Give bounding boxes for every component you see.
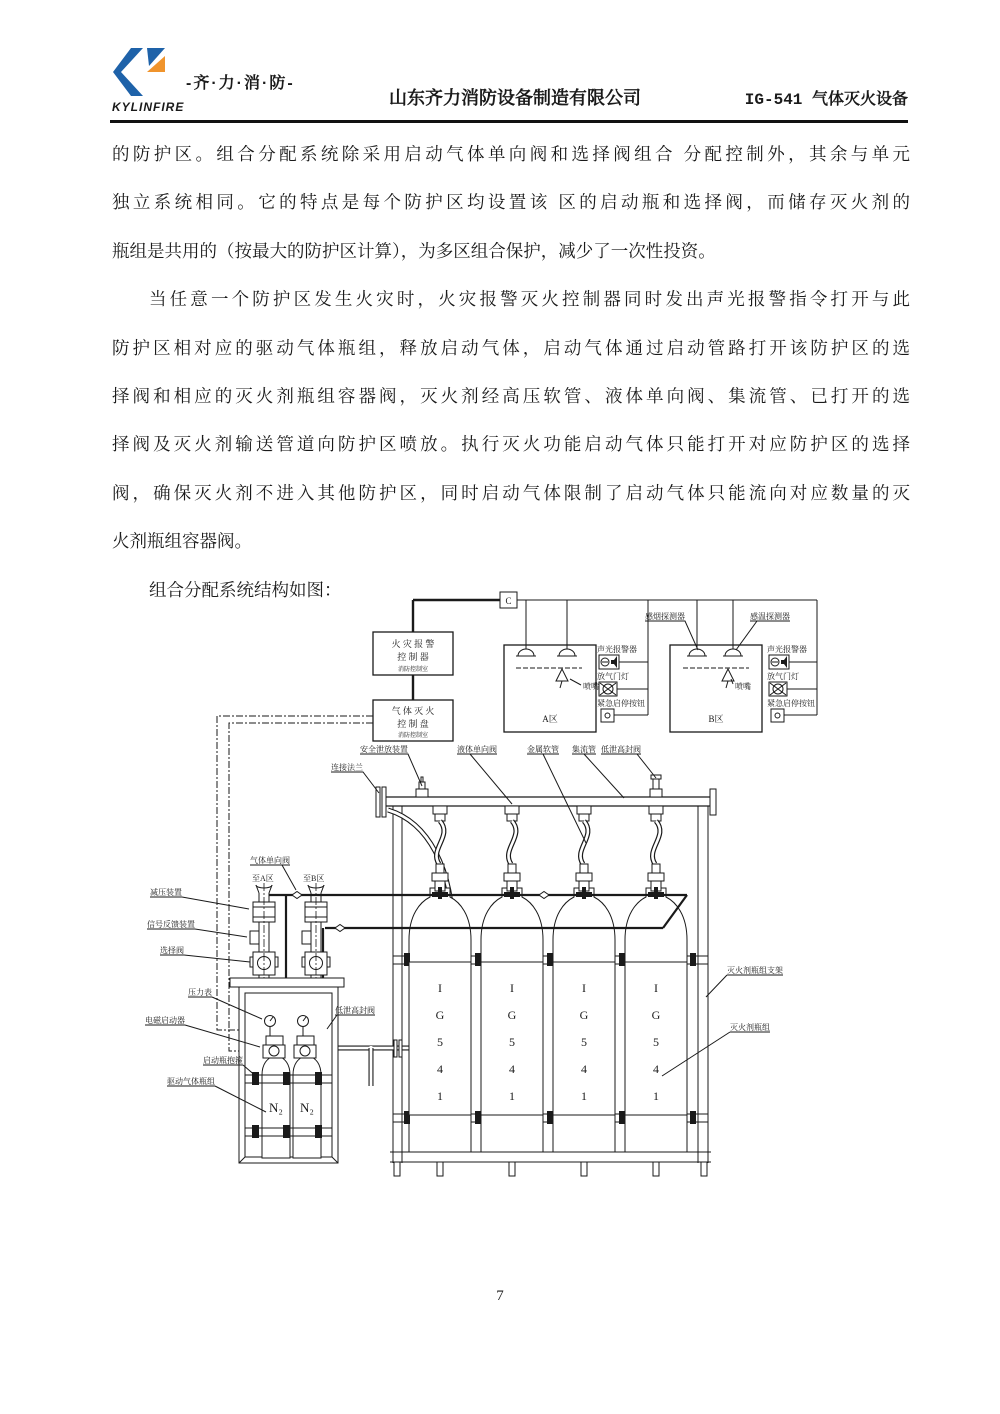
safety-release-valve-icon xyxy=(416,777,428,797)
signal-feedback-icon xyxy=(302,931,311,944)
sound-light-alarm-label: 声光报警器 xyxy=(767,645,807,654)
junction-c-label: C xyxy=(505,596,512,606)
fire-controller-line1: 火 灾 报 警 xyxy=(391,639,435,649)
svg-text:5: 5 xyxy=(581,1035,587,1049)
paragraph-line: 当任意一个防护区发生火灾时，火灾报警灭火控制器同时发出声光报警指令打开与此 xyxy=(149,289,910,310)
nozzle-label: 喷嘴 xyxy=(735,682,751,691)
gas-release-lamp-label: 放气门灯 xyxy=(767,672,799,681)
svg-text:I: I xyxy=(510,981,514,995)
svg-text:4: 4 xyxy=(653,1062,659,1076)
fire-alarm-controller xyxy=(373,632,453,675)
gas-panel-line2: 控 制 盘 xyxy=(397,719,429,729)
paragraph-line: 火剂瓶组容器阀。 xyxy=(112,531,252,552)
svg-text:5: 5 xyxy=(437,1035,443,1049)
solenoid-starter-icon xyxy=(294,1036,316,1058)
paragraph-line: 的防护区。组合分配系统除采用启动气体单向阀和选择阀组合 分配控制外，其余与单元 xyxy=(112,144,910,164)
system-diagram xyxy=(140,580,930,1190)
svg-text:1: 1 xyxy=(509,1089,515,1103)
svg-text:5: 5 xyxy=(653,1035,659,1049)
n2-bottle-label: N₂ xyxy=(269,1100,283,1115)
low-leak-valve-icon xyxy=(650,775,662,797)
svg-text:G: G xyxy=(435,1008,445,1022)
zone-a-label: A区 xyxy=(542,714,558,724)
pressure-gauge-label: 压力表 xyxy=(188,988,212,997)
svg-text:G: G xyxy=(507,1008,517,1022)
safety-release-label: 安全泄放装置 xyxy=(360,745,408,754)
header-rule xyxy=(110,120,908,123)
paragraph-line: 阀，确保灭火剂不进入其他防护区，同时启动气体限制了启动气体只能流向对应数量的灭 xyxy=(112,482,910,503)
flange-label: 连接法兰 xyxy=(331,763,363,772)
body-text xyxy=(112,130,910,614)
starter-cabinet xyxy=(230,978,344,1163)
junction-box-c xyxy=(500,592,517,608)
nozzle-icon xyxy=(556,669,568,688)
gas-panel-room: 消防控制室 xyxy=(397,733,429,739)
svg-text:4: 4 xyxy=(437,1062,443,1076)
low-leak-valve-cabinet-label: 低泄高封阀 xyxy=(335,1006,375,1015)
smoke-detector-icon xyxy=(516,649,536,656)
svg-text:5: 5 xyxy=(509,1035,515,1049)
svg-text:4: 4 xyxy=(581,1062,587,1076)
paragraph-line: 防护区相对应的驱动气体瓶组，释放启动气体，启动气体通过启动管路打开该防护区的选 xyxy=(112,337,910,358)
low-leak-valve-label: 低泄高封阀 xyxy=(601,745,641,754)
company-name: 山东齐力消防设备制造有限公司 xyxy=(389,88,641,108)
sound-light-alarm-icon xyxy=(599,655,619,669)
svg-text:G: G xyxy=(579,1008,589,1022)
page-number: 7 xyxy=(496,1288,504,1304)
zone-a-devices xyxy=(597,644,648,722)
svg-text:I: I xyxy=(582,981,586,995)
gas-extinguishing-panel xyxy=(373,700,453,741)
liquid-check-valve-label: 液体单向阀 xyxy=(457,745,497,754)
brand-tagline: -齐·力·消·防- xyxy=(186,75,295,92)
selector-valve-label: 选择阀 xyxy=(160,946,184,955)
figure-caption: 组合分配系统结构如图： xyxy=(149,579,342,600)
paragraph-line: 瓶组是共用的（按最大的防护区计算），为多区组合保护，减少了一次性投资。 xyxy=(112,240,716,261)
heat-detector-icon xyxy=(557,649,577,656)
svg-text:1: 1 xyxy=(653,1089,659,1103)
fire-controller-room: 消防控制室 xyxy=(397,667,429,673)
driving-gas-bottles-label: 驱动气体瓶组 xyxy=(167,1077,215,1086)
zone-pipe-b xyxy=(302,883,330,979)
sound-light-alarm-icon xyxy=(769,655,789,669)
nozzle-label: 喷嘴 xyxy=(583,682,599,691)
to-zone-a-label: 至A区 xyxy=(252,874,274,883)
pressure-reducer-label: 减压装置 xyxy=(150,888,182,897)
rack-label: 灭火剂瓶组支架 xyxy=(727,966,783,975)
svg-text:1: 1 xyxy=(581,1089,587,1103)
agent-bottles-label: 灭火剂瓶组 xyxy=(730,1023,770,1032)
to-zone-b-label: 至B区 xyxy=(303,874,325,883)
kylinfire-logo-icon xyxy=(113,48,177,100)
zone-pipe-a xyxy=(250,883,278,979)
protected-zone-b xyxy=(670,645,762,732)
paragraph-line: 择阀和相应的灭火剂瓶组容器阀，灭火剂经高压软管、液体单向阀、集流管、已打开的选 xyxy=(112,386,910,407)
n2-bottle-label: N₂ xyxy=(300,1100,314,1115)
paragraph-line: 独立系统相同。它的特点是每个防护区均设置该 区的启动瓶和选择阀，而储存灭火剂的 xyxy=(112,192,910,213)
paragraph-line: 择阀及灭火剂输送管道向防护区喷放。执行灭火功能启动气体只能打开对应防护区的选择 xyxy=(112,434,910,455)
svg-text:I: I xyxy=(654,981,658,995)
starter-bottle-clamp-label: 启动瓶抱箍 xyxy=(203,1056,243,1065)
solenoid-starter-label: 电磁启动器 xyxy=(145,1016,185,1025)
nozzle-icon xyxy=(722,669,734,688)
smoke-detector-label: 感烟探测器 xyxy=(645,612,685,621)
emergency-button-label: 紧急启停按钮 xyxy=(767,699,815,708)
brand-name: KYLINFIRE xyxy=(112,100,185,114)
doc-code: IG-541 气体灭火设备 xyxy=(744,91,908,109)
emergency-button-icon xyxy=(771,709,784,722)
protected-zone-a xyxy=(504,645,599,732)
svg-text:1: 1 xyxy=(437,1089,443,1103)
fire-controller-line2: 控 制 器 xyxy=(397,652,429,662)
emergency-button-label: 紧急启停按钮 xyxy=(597,699,645,708)
sound-light-alarm-label: 声光报警器 xyxy=(597,645,637,654)
gas-release-lamp-icon xyxy=(769,682,787,696)
gas-check-valve-label: 气体单向阀 xyxy=(250,856,290,865)
heat-detector-label: 感温探测器 xyxy=(750,612,790,621)
gas-release-lamp-label: 放气门灯 xyxy=(597,672,629,681)
manifold-label: 集流管 xyxy=(572,745,596,754)
smoke-detector-icon xyxy=(687,649,707,656)
signal-feedback-icon xyxy=(250,931,259,944)
heat-detector-icon xyxy=(723,649,743,656)
emergency-button-icon xyxy=(601,709,614,722)
metal-hose-label: 金属软管 xyxy=(527,745,559,754)
liquid-check-valves-and-hoses xyxy=(433,806,663,864)
gas-panel-line1: 气 体 灭 火 xyxy=(391,706,435,716)
zone-b-label: B区 xyxy=(708,714,724,724)
gas-release-lamp-icon xyxy=(599,682,617,696)
solenoid-starter-icon xyxy=(263,1036,285,1058)
signal-feedback-label: 信号反馈装置 xyxy=(147,920,195,929)
svg-text:I: I xyxy=(438,981,442,995)
svg-text:4: 4 xyxy=(509,1062,515,1076)
zone-b-devices xyxy=(767,644,817,722)
svg-text:G: G xyxy=(651,1008,661,1022)
